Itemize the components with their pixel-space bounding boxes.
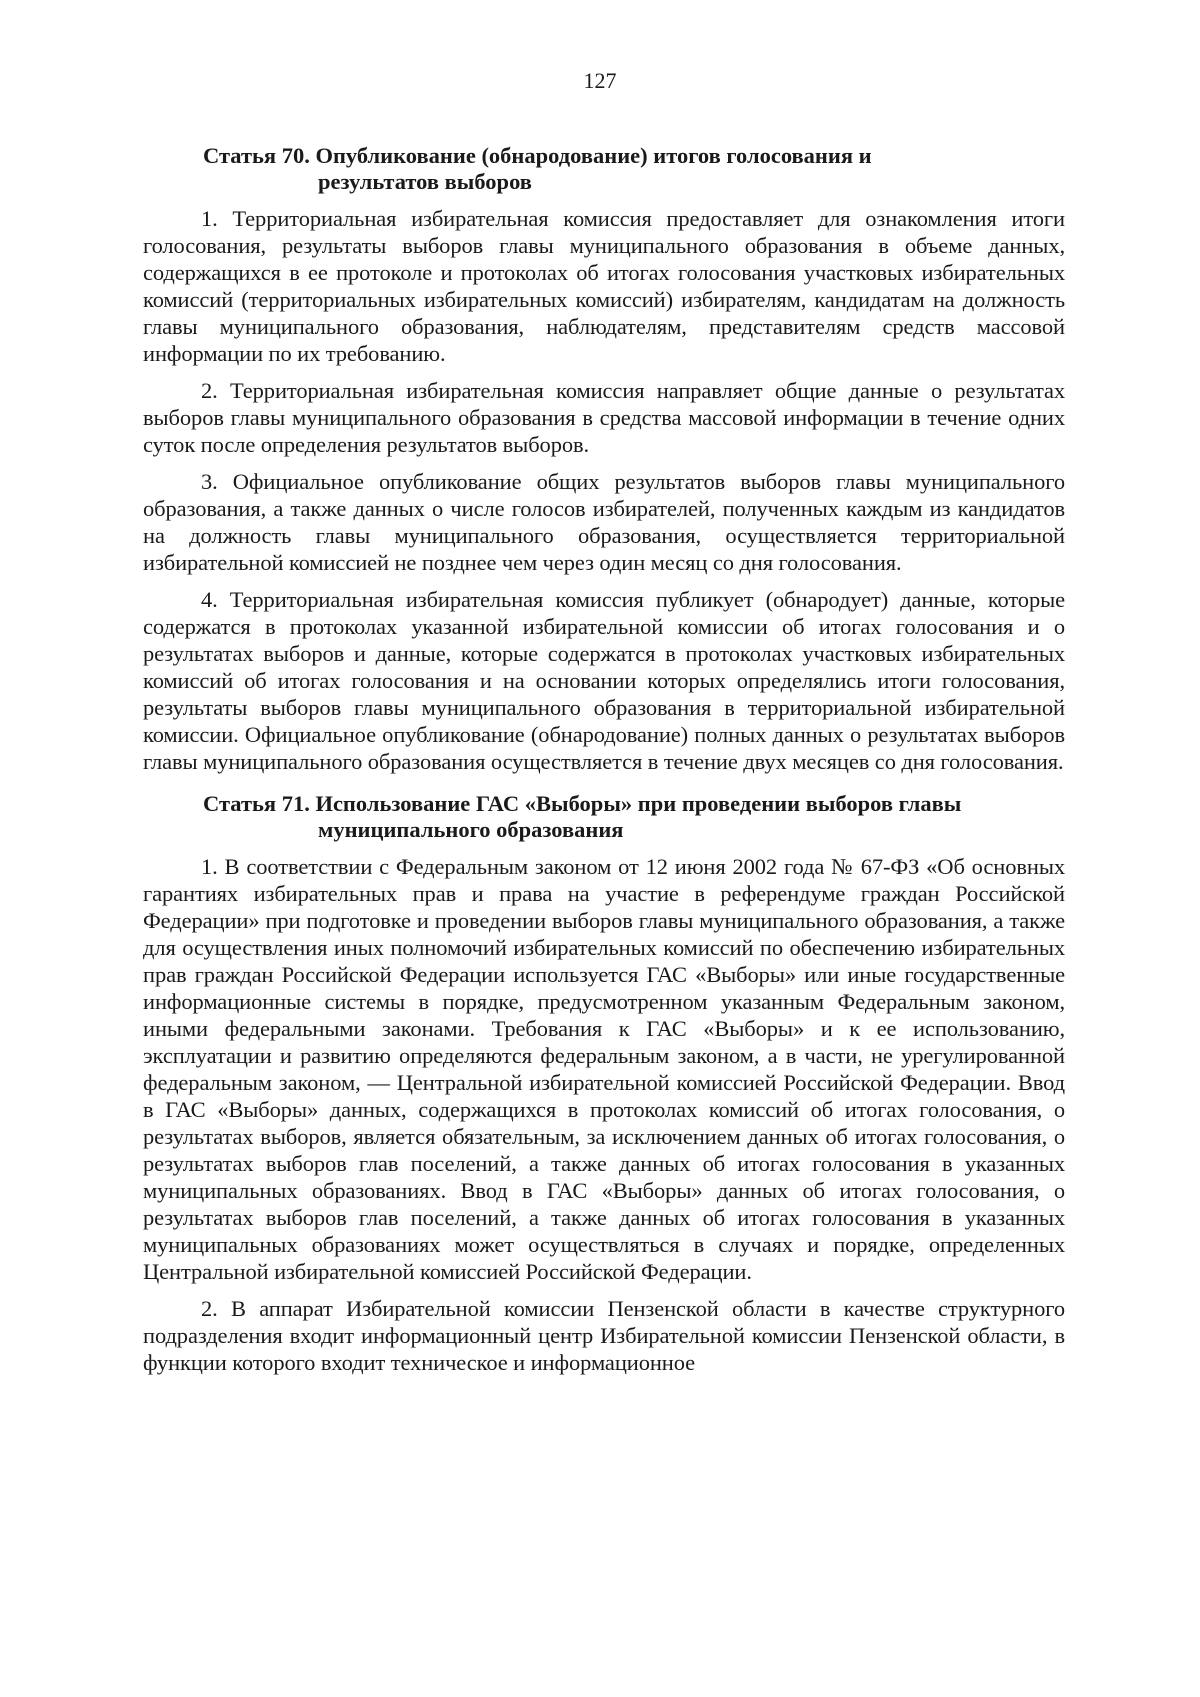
article-70-paragraph-1: 1. Территориальная избирательная комиссия предоставляет для ознакомления итоги голосования, результаты выборов главы муниципального образования в объеме данных, содержащихся в ее протоколе и протоколах об итогах голосования участковых избирательных комиссий (территориальных избирательных комиссий) избирателям, кандидатам на должность главы муниципального образования, наблюдателям, представителям средств массовой информации по их требованию.: [143, 206, 1065, 366]
article-70-paragraph-3: 3. Официальное опубликование общих результатов выборов главы муниципального образования, а также данных о числе голосов избирателей, полученных каждым из кандидатов на должность главы муниципального образования, осуществляется территориальной избирательной комиссией не позднее чем через один месяц со дня голосования.: [143, 469, 1065, 575]
page-number: 127: [583, 68, 617, 93]
article-70-title-line1: Статья 70. Опубликование (обнародование) итогов голосования и: [203, 143, 872, 168]
article-71-title: [143, 791, 1065, 843]
article-71-title-line2: муниципального образования: [318, 817, 624, 842]
document-body: [143, 143, 1065, 1386]
article-71-paragraph-1: 1. В соответствии с Федеральным законом от 12 июня 2002 года № 67-ФЗ «Об основных гарантиях избирательных прав и права на участие в референдуме граждан Российской Федерации» при подготовке и проведении выборов главы муниципального образования, а также для осуществления иных полномочий избирательных комиссий по обеспечению избирательных прав граждан Российской Федерации используется ГАС «Выборы» или иные государственные информационные системы в порядке, предусмотренном указанным Федеральным законом, иными федеральными законами. Требования к ГАС «Выборы» и к ее использованию, эксплуатации и развитию определяются федеральным законом, а в части, не урегулированной федеральным законом, — Центральной избирательной комиссией Российской Федерации. Ввод в ГАС «Выборы» данных, содержащихся в протоколах комиссий об итогах голосования, о результатах выборов, является обязательным, за исключением данных об итогах голосования, о результатах выборов глав поселений, а также данных об итогах голосования в указанных муниципальных образованиях. Ввод в ГАС «Выборы» данных об итогах голосования, о результатах выборов глав поселений, а также данных об итогах голосования в указанных муниципальных образованиях может осуществляться в случаях и порядке, определенных Центральной избирательной комиссией Российской Федерации.: [143, 854, 1065, 1284]
article-71-paragraph-2: 2. В аппарат Избирательной комиссии Пензенской области в качестве структурного подразделения входит информационный центр Избирательной комиссии Пензенской области, в функции которого входит техническое и информационное: [143, 1296, 1065, 1375]
article-70-title-line2: результатов выборов: [318, 169, 532, 194]
article-70-title: [143, 143, 1065, 195]
article-71-title-line1: Статья 71. Использование ГАС «Выборы» при проведении выборов главы: [203, 791, 962, 816]
article-70-paragraph-4: 4. Территориальная избирательная комиссия публикует (обнародует) данные, которые содержатся в протоколах указанной избирательной комиссии об итогах голосования и о результатах выборов и данные, которые содержатся в протоколах участковых избирательных комиссий об итогах голосования и на основании которых определялись итоги голосования, результаты выборов главы муниципального образования в территориальной избирательной комиссии. Официальное опубликование (обнародование) полных данных о результатах выборов главы муниципального образования осуществляется в течение двух месяцев со дня голосования.: [143, 587, 1065, 774]
article-70-paragraph-2: 2. Территориальная избирательная комиссия направляет общие данные о результатах выборов главы муниципального образования в средства массовой информации в течение одних суток после определения результатов выборов.: [143, 378, 1065, 457]
